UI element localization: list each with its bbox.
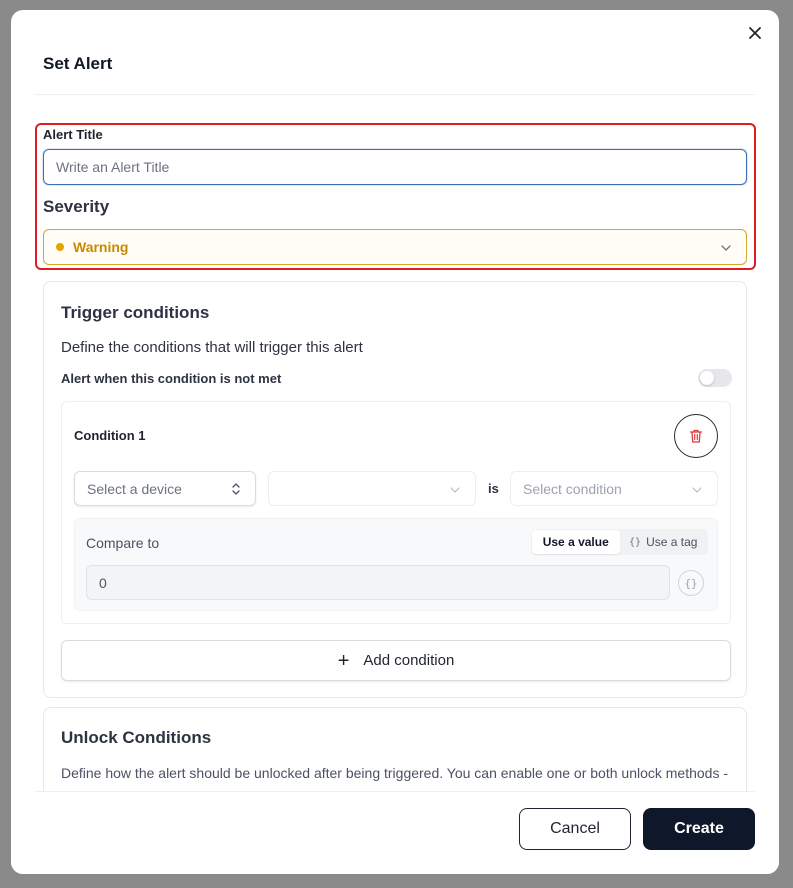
- property-select[interactable]: [268, 471, 476, 506]
- condition-label: Condition 1: [74, 428, 146, 443]
- unlock-title: Unlock Conditions: [61, 728, 212, 747]
- operator-text: is: [488, 481, 499, 496]
- trigger-conditions-card: [43, 281, 747, 698]
- add-condition-label: Add condition: [363, 652, 455, 669]
- use-tag-label: Use a tag: [646, 535, 698, 549]
- cancel-button[interactable]: Cancel: [519, 808, 631, 850]
- trigger-description: Define the conditions that will trigger this alert: [61, 339, 363, 356]
- trash-icon: [688, 428, 704, 444]
- device-placeholder: Select a device: [87, 480, 182, 497]
- chevron-updown-icon: [231, 482, 241, 496]
- condition-placeholder: Select condition: [523, 480, 622, 497]
- modal-title: Set Alert: [43, 54, 113, 73]
- not-met-label: Alert when this condition is not met: [61, 371, 282, 386]
- severity-dot: [56, 243, 64, 251]
- trigger-title: Trigger conditions: [61, 303, 210, 322]
- severity-value: Warning: [73, 239, 129, 255]
- chevron-down-icon: [720, 242, 732, 254]
- alert-title-label: Alert Title: [43, 127, 103, 142]
- divider: [35, 791, 755, 792]
- delete-condition-button[interactable]: [674, 414, 718, 458]
- braces-icon: {}: [629, 536, 642, 548]
- toggle-knob: [700, 371, 714, 385]
- plus-icon: +: [337, 649, 350, 672]
- compare-section: [74, 518, 718, 611]
- use-tag-tab[interactable]: [620, 530, 708, 554]
- compare-label: Compare to: [86, 535, 160, 551]
- modal-footer: [11, 791, 779, 874]
- chevron-down-icon: [691, 484, 703, 496]
- chevron-down-icon: [449, 484, 461, 496]
- condition-block: [61, 401, 731, 624]
- divider: [35, 94, 755, 95]
- not-met-toggle[interactable]: [698, 369, 732, 387]
- compare-value-input[interactable]: [86, 565, 670, 600]
- severity-select[interactable]: [43, 229, 747, 265]
- braces-icon[interactable]: {}: [678, 570, 704, 596]
- alert-title-input[interactable]: [43, 149, 747, 185]
- unlock-description: Define how the alert should be unlocked after being triggered. You can enable one or both unlock methods -: [61, 765, 729, 781]
- compare-mode-toggle: [531, 529, 708, 555]
- add-condition-button[interactable]: [61, 640, 731, 681]
- create-button[interactable]: Create: [643, 808, 755, 850]
- set-alert-modal: [11, 10, 779, 874]
- condition-select[interactable]: [510, 471, 718, 506]
- severity-label: Severity: [43, 197, 110, 216]
- use-value-tab[interactable]: [532, 530, 620, 554]
- close-icon[interactable]: [748, 26, 762, 40]
- use-value-label: Use a value: [542, 535, 609, 549]
- device-select[interactable]: [74, 471, 256, 506]
